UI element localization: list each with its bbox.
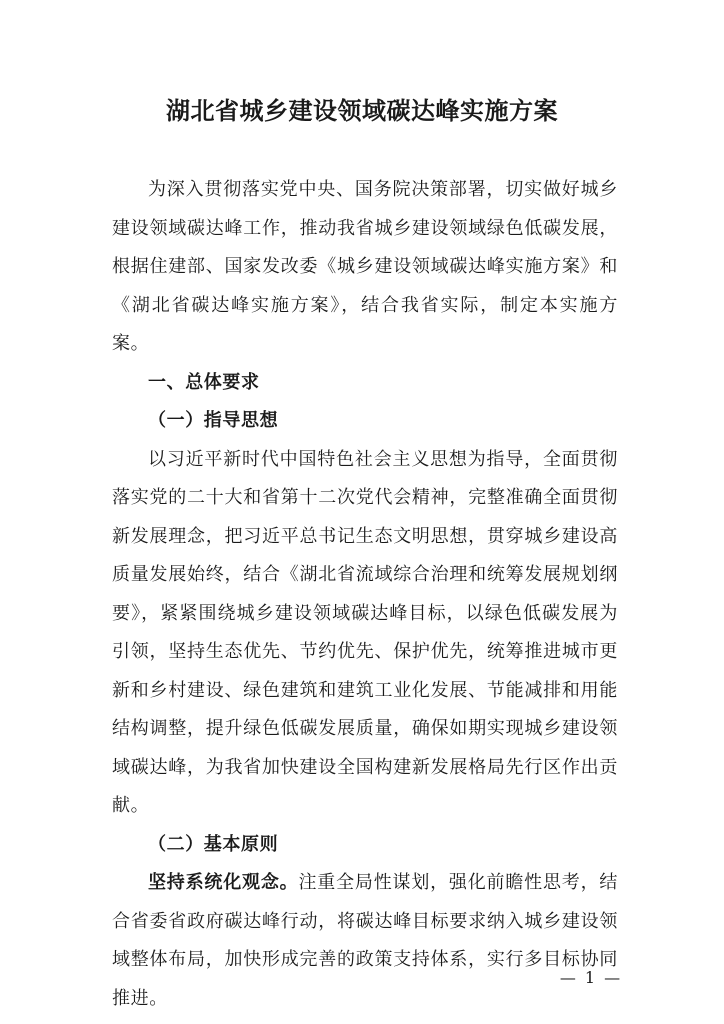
intro-paragraph: 为深入贯彻落实党中央、国务院决策部署，切实做好城乡建设领域碳达峰工作，推动我省城乡建设领域绿色低碳发展，根据住建部、国家发改委《城乡建设领域碳达峰实施方案》和《湖北省碳达峰实施方案》，结合我省实际，制定本实施方案。 bbox=[112, 179, 618, 354]
principle-text: 注重全局性谋划，强化前瞻性思考，结合省委省政府碳达峰行动，将碳达峰目标要求纳入城乡建设领域整体布局，加快形成完善的政策支持体系，实行多目标协同推进。 bbox=[112, 872, 618, 1009]
page-number: — 1 — bbox=[559, 968, 623, 987]
document-title: 湖北省城乡建设领域碳达峰实施方案 bbox=[166, 96, 558, 125]
subsection-heading-guiding-ideology: （一）指导思想 bbox=[148, 410, 279, 431]
guiding-ideology-paragraph: 以习近平新时代中国特色社会主义思想为指导，全面贯彻落实党的二十大和省第十二次党代会精神，完整准确全面贯彻新发展理念，把习近平总书记生态文明思想，贯穿城乡建设高质量发展始终，结合《湖北省流域综合治理和统筹发展规划纲要》，紧紧围绕城乡建设领域碳达峰目标，以绿色低碳发展为引领，坚持生态优先、节约优先、保护优先，统筹推进城市更新和乡村建设、绿色建筑和建筑工业化发展、节能减排和用能结构调整，提升绿色低碳发展质量，确保如期实现城乡建设领域碳达峰，为我省加快建设全国构建新发展格局先行区作出贡献。 bbox=[112, 448, 618, 816]
principle-paragraph bbox=[112, 864, 618, 1018]
principle-lead: 坚持系统化观念。 bbox=[148, 872, 299, 893]
document-body bbox=[112, 171, 618, 1018]
subsection-heading-basic-principles: （二）基本原则 bbox=[148, 833, 279, 855]
section-heading-general-requirements: 一、总体要求 bbox=[148, 371, 260, 393]
